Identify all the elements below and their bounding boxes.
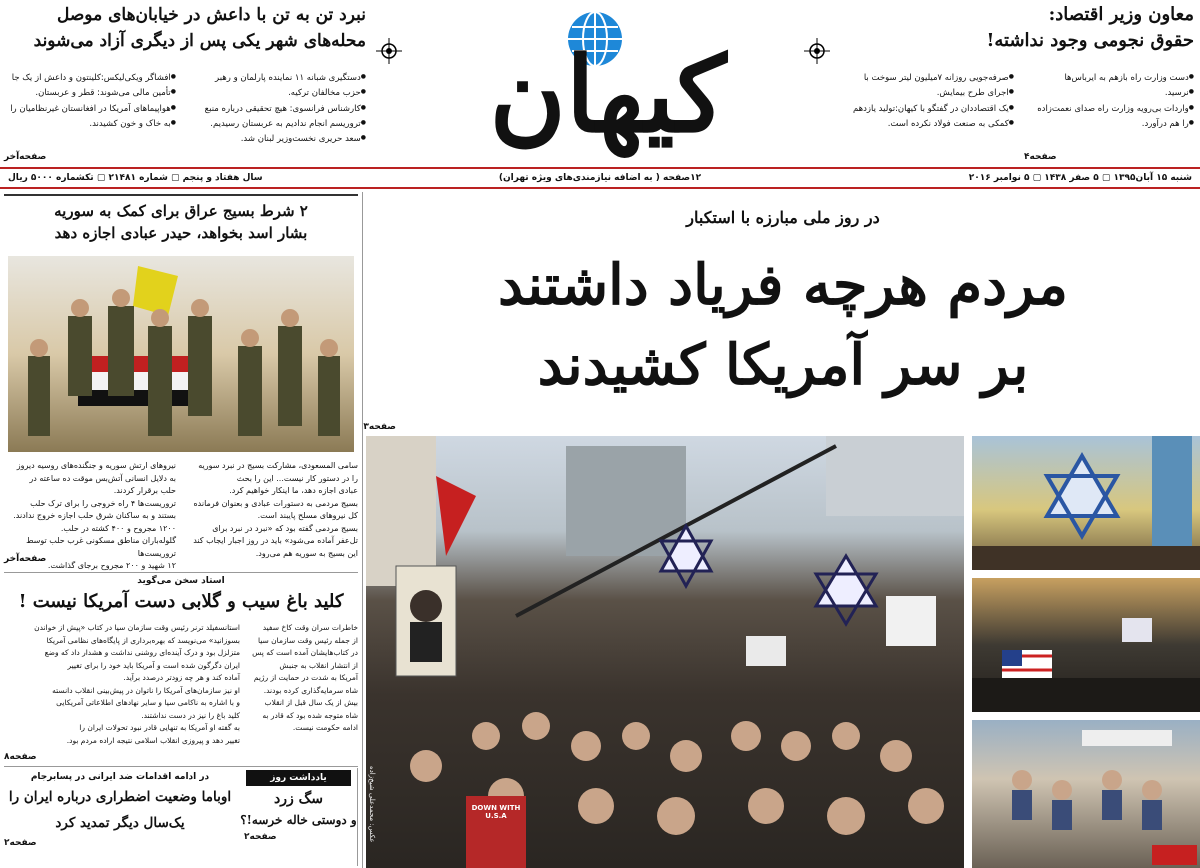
iraq-story-page-ref: صفحه‌آخر [4, 554, 47, 564]
top-left-teaser[interactable] [4, 2, 366, 167]
main-story-kicker: در روز ملی مبارزه با استکبار [686, 208, 880, 227]
apple-story-kicker: استاد سخن می‌گوید [137, 576, 225, 586]
top-left-headline-1: نبرد تن به تن با داعش در خیابان‌های موصل [56, 5, 366, 25]
bullet-item: ● تروریسم انجام ندادیم به عربستان رسیدیم. [186, 116, 366, 131]
column-divider [362, 192, 363, 868]
bullet-item: ● دست وزارت راه بازهم به ایرباس‌ها [1026, 70, 1194, 85]
bullet-item: ● نرسید. [1026, 85, 1194, 100]
main-story[interactable] [363, 192, 1200, 868]
memo-label: یادداشت روز [246, 770, 351, 786]
obama-story-headline-line-1: اوباما وضعیت اضطراری درباره ایران را [8, 789, 232, 805]
bullet-item: ● دستگیری شبانه ۱۱ نماینده پارلمان و رهبر [186, 70, 366, 85]
registration-mark-icon [804, 38, 830, 64]
photo-credit: عکس: محمدعلی شیخ‌زاده [368, 766, 376, 843]
rally-side-photo-2[interactable] [972, 578, 1200, 712]
iraqi-fighters-photo[interactable] [8, 256, 354, 452]
masthead [0, 0, 1200, 167]
body-line: نیروهای ارتش سوریه و جنگنده‌های روسیه دیروز [16, 461, 176, 470]
bullet-item: ● یک اقتصاددان در گفتگو با کیهان:تولید یازدهم [836, 101, 1014, 116]
top-right-col-1 [1026, 70, 1194, 131]
bullet-item: ● کمکی به صنعت فولاد نکرده است. [836, 116, 1014, 131]
newspaper-logo[interactable] [428, 6, 788, 156]
body-line: کل نیروهای مسلح پایبند است. [257, 511, 358, 520]
body-line: تل‌عفر آماده می‌شود» باید در روز اجبار ایجاب کند [193, 536, 358, 545]
body-line: بسوزانید» می‌نویسد که بهره‌برداری از پایگاه‌های نظامی آمریکا [46, 635, 240, 645]
children-rally-image [972, 720, 1200, 868]
body-line: سامی المسعودی، مشارکت بسیج در نبرد سوریه [198, 461, 358, 470]
fighters-with-flag-image [8, 256, 354, 452]
rally-crowd-photo[interactable] [366, 436, 964, 868]
obama-story-kicker: در ادامه اقدامات ضد ایرانی در پسابرجام [30, 772, 210, 782]
body-line: تغییر دهد و پیروزی انقلاب اسلامی نتیجه اراده مردم بود. [66, 735, 240, 745]
iraq-story-headline-line-1: ۲ شرط بسیج عراق برای کمک به سوریه [54, 202, 308, 220]
body-line: از جمله رئیس وقت سازمان سیا [257, 635, 358, 645]
body-line: به گفته او آمریکا به تنهایی قادر نبود تحولات ایران را [79, 723, 240, 732]
placard-text: DOWN WITH U.S.A [471, 804, 521, 820]
bullet-item: ● را هم درآورد. [1026, 116, 1194, 131]
body-line: آماده کند و هر چه زودتر درصدد برآید. [123, 673, 240, 682]
obama-story-page-ref: صفحه۲ [4, 838, 37, 848]
section-divider [4, 572, 358, 573]
memo-headline-line-1: سگ زرد [274, 791, 323, 807]
rally-side-photo-3[interactable] [972, 720, 1200, 868]
bullet-item: ● سعد حریری نخست‌وزیر لبنان شد. [186, 131, 366, 146]
top-right-col-2 [836, 70, 1014, 131]
apple-orchard-story[interactable] [4, 574, 358, 764]
star-of-david-effigy-image [972, 436, 1200, 570]
bullet-item: ● واردات بی‌رویه وزارت راه صدای نعمت‌زاده [1026, 101, 1194, 116]
bullet-item: ● اجرای طرح بیمایش. [836, 85, 1014, 100]
top-right-teaser[interactable] [834, 2, 1194, 167]
body-line: ۱۲ شهید و ۲۰۰ مجروح برجای گذاشت. [47, 561, 176, 570]
bullet-item: ● صرفه‌جویی روزانه ۷میلیون لیتر سوخت با [836, 70, 1014, 85]
bullet-item: ● افشاگر ویکی‌لیکس:کلینتون و داعش از یک جا [4, 70, 176, 85]
body-line: ۱۲۰۰ مجروح و ۴۰۰ کشته در حلب. [60, 523, 176, 533]
body-line: ادامه حکومت نیست. [292, 723, 358, 732]
memo-box[interactable] [240, 768, 358, 866]
top-right-page-ref: صفحه۴ [1024, 152, 1057, 162]
iraq-story-headline-line-2: بشار اسد بخواهد، حیدر عبادی اجازه دهد [54, 224, 308, 242]
main-story-headline-line-2: بر سر آمریکا کشیدند [537, 332, 1029, 398]
iraq-story[interactable] [4, 194, 358, 570]
body-line: در کتاب‌هایشان آمده است که پس [252, 648, 358, 657]
rally-scene-image [366, 436, 964, 868]
body-line: و با اشاره به ناکامی سیا و سایر نهادهای اطلاعاتی آمریکایی [56, 698, 240, 707]
bullet-item: ● هواپیماهای آمریکا در افغانستان غیرنظامیان را [4, 101, 176, 116]
issue-number: سال هفتاد و پنجم ▢ شماره ۲۱۴۸۱ ▢ تکشماره ۵۰۰۰ ریال [8, 173, 263, 183]
rally-side-photo-1[interactable] [972, 436, 1200, 570]
section-divider [4, 766, 358, 767]
memo-headline-line-2: و دوستی خاله خرسه!؟ [240, 813, 357, 827]
memo-page-ref: صفحه۲ [244, 832, 277, 842]
top-right-headline-2: حقوق نجومی وجود نداشته! [986, 30, 1194, 51]
body-line: شاه متوجه شده بود که قادر به [262, 710, 358, 720]
page-count: ۱۲صفحه ( به اضافه نیازمندی‌های ویژه تهران) [498, 173, 702, 183]
registration-mark-icon [376, 38, 402, 64]
body-line: این بسیج به سوریه هم می‌رود. [255, 548, 358, 558]
body-line: را در دستور کار نیست... این را بحث [236, 473, 358, 483]
dateline-bar [0, 167, 1200, 189]
top-left-col-2 [4, 70, 176, 131]
bullet-item: ● به خاک و خون کشیدند. [4, 116, 176, 131]
top-left-headline-2: محله‌های شهر یکی پس از دیگری آزاد می‌شوند [33, 31, 366, 51]
body-line: بسیج مردمی به دستورات عبادی و بعنوان فرمانده [193, 498, 358, 508]
logo-text: کیهان [489, 33, 727, 156]
body-line: گلوله‌باران مناطق مسکونی غرب حلب توسط تروریست‌ها [26, 536, 176, 558]
issue-date: شنبه ۱۵ آبان۱۳۹۵ ▢ ۵ صفر ۱۴۳۸ ▢ ۵ نوامبر ۲۰۱۶ [968, 173, 1192, 183]
bullet-item: ● حزب مخالفان ترکیه. [186, 85, 366, 100]
obama-story-headline-line-2: یک‌سال دیگر تمدید کرد [55, 815, 185, 831]
iraq-story-body-right [186, 460, 358, 560]
body-line: او نیز سازمان‌های آمریکا را ناتوان در پیش‌بینی انقلاب دانسته [52, 685, 240, 695]
body-line: متزلزل بود و درک آینده‌ای روشنی نداشت و هشدار داد که وضع [44, 648, 240, 657]
apple-story-headline: کلید باغ سیب و گلابی دست آمریکا نیست ! [18, 591, 344, 612]
apple-story-page-ref: صفحه۸ [4, 752, 37, 762]
apple-story-body-right [248, 622, 358, 735]
body-line: از انتشار انقلاب به جنبش [279, 660, 358, 670]
top-left-col-1 [186, 70, 366, 146]
body-line: بستند و به ساکنان شرق حلب اجازه خروج ندادند. [13, 511, 176, 520]
body-line: استانسفیلد ترنر رئیس وقت سازمان سیا در کتاب «پیش از خواندن [34, 623, 240, 632]
bullet-item: ● کارشناس فرانسوی: هیچ تحقیقی درباره منبع [186, 101, 366, 116]
top-left-page-ref: صفحه‌آخر [4, 152, 47, 162]
body-line: به دلایل انسانی آتش‌بس موقت ده ساعته در [29, 473, 176, 483]
body-line: عبادی اجازه دهد، ما اینکار خواهیم کرد. [229, 486, 358, 495]
body-line: تروریست‌ها ۴ راه خروجی را برای ترک حلب [30, 498, 176, 508]
body-line: کلید باغ را نیز در دست نداشتند. [141, 710, 240, 720]
burning-flag-image [972, 578, 1200, 712]
top-right-headline-1: معاون وزیر اقتصاد: [1048, 4, 1194, 25]
body-line: بسیج مردمی گفته بود که «نبرد در نبرد برای [212, 523, 358, 533]
body-line: ایران دگرگون شده است و آمریکا باید خود را برای تغییر [67, 660, 240, 670]
apple-story-body-left [4, 622, 240, 747]
main-story-page-ref: صفحه۳ [363, 422, 396, 432]
obama-story[interactable] [4, 770, 236, 866]
bullet-item: ● تأمین مالی می‌شوند: قطر و عربستان. [4, 85, 176, 100]
body-line: خاطرات سران وقت کاخ سفید [262, 623, 358, 632]
body-line: آمریکا به شدت در حمایت از رژیم [253, 673, 358, 682]
main-story-headline-line-1: مردم هرچه فریاد داشتند [498, 252, 1068, 318]
body-line: شاه سرمایه‌گذاری کرده بودند. [263, 685, 358, 695]
body-line: حلب برقرار کردند. [113, 486, 176, 495]
body-line: بیش از یک سال قبل از انقلاب [264, 698, 358, 707]
